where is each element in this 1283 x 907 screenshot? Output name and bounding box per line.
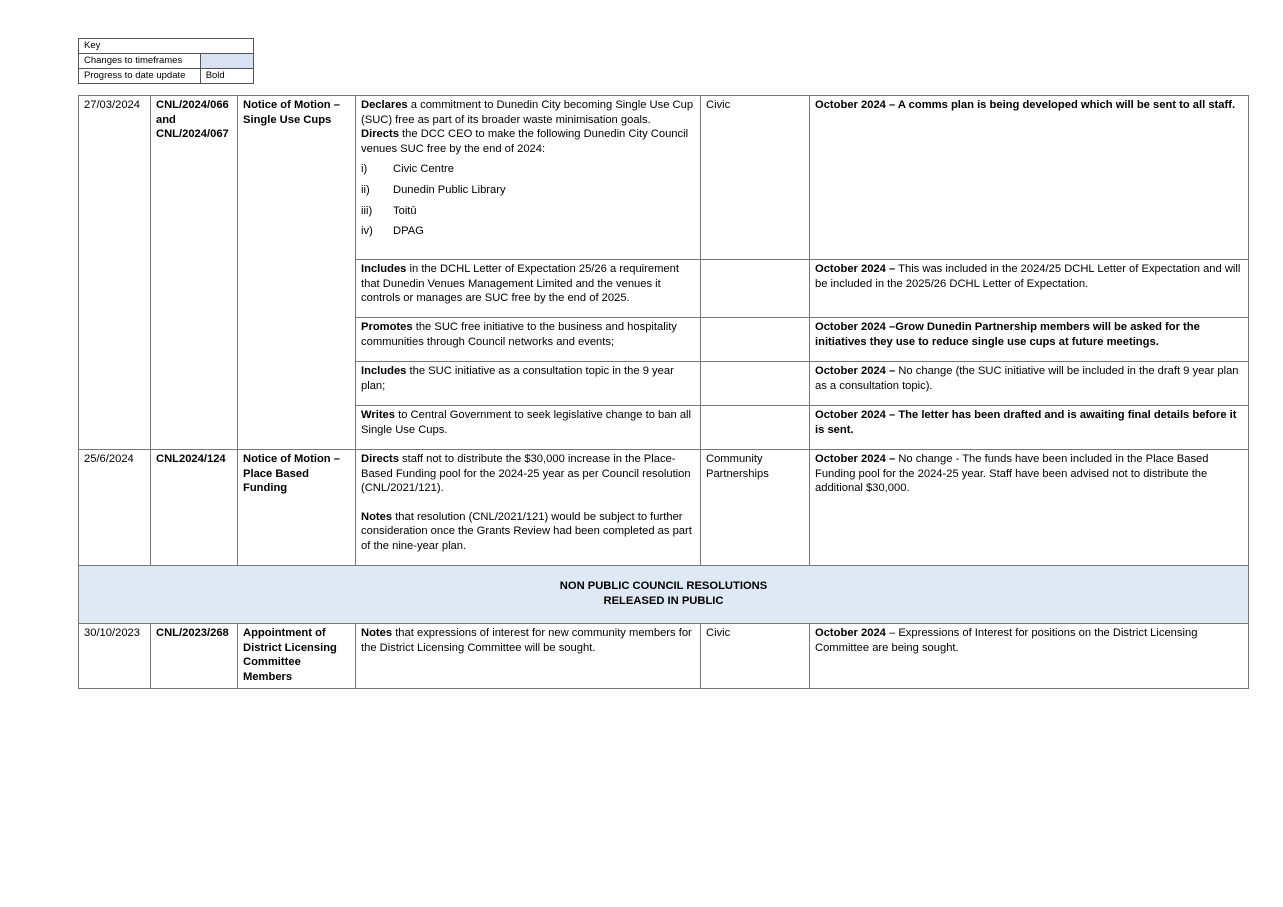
reference-line: CNL/2024/067: [156, 128, 229, 141]
venue-list: [361, 162, 695, 238]
list-item: [361, 162, 695, 177]
item-title-cell: Appointment of District Licensing Committee Members: [238, 624, 356, 689]
list-text: Toitū: [393, 204, 417, 217]
resolution-cell: [356, 450, 701, 566]
resolution-lead: Promotes: [361, 321, 413, 333]
list-text: Dunedin Public Library: [393, 183, 506, 196]
resolution-lead: Writes: [361, 409, 395, 421]
resolution-lead: Includes: [361, 365, 407, 377]
update-lead: October 2024 –: [815, 365, 896, 377]
section-banner: [79, 566, 1249, 624]
key-row-timeframes: [79, 54, 254, 69]
key-label-timeframes: Changes to timeframes: [79, 54, 201, 69]
key-title: Key: [79, 39, 254, 54]
resolution-cell: [356, 624, 701, 689]
date-cell: 25/6/2024: [79, 450, 151, 566]
resolution-text: the SUC initiative as a consultation topic in the 9 year plan;: [361, 365, 674, 392]
progress-update-cell: [810, 260, 1249, 318]
list-item: [361, 204, 695, 219]
resolution-text: that expressions of interest for new community members for the District Licensing Committee will be sought.: [361, 627, 692, 654]
key-swatch-timeframes: [200, 54, 253, 69]
department-cell: [701, 362, 810, 406]
resolution-text: the SUC free initiative to the business and hospitality communities through Council networks and events;: [361, 321, 677, 348]
resolution-lead: Notes: [361, 510, 393, 523]
key-table: [78, 38, 254, 84]
resolution-cell: [356, 406, 701, 450]
list-number: ii): [361, 183, 370, 196]
key-row-progress: [79, 69, 254, 84]
list-number: iii): [361, 204, 373, 217]
key-value-progress: Bold: [200, 69, 253, 84]
section-banner-row: [79, 566, 1249, 624]
update-lead: October 2024: [815, 627, 886, 639]
list-number: i): [361, 163, 368, 176]
resolution-text: to Central Government to seek legislative change to ban all Single Use Cups.: [361, 409, 692, 436]
table-row: [79, 624, 1249, 689]
update-text: – Expressions of Interest for positions on the District Licensing Committee are being sought.: [815, 627, 1198, 654]
key-label-progress: Progress to date update: [79, 69, 201, 84]
progress-update-cell: October 2024 – The letter has been drafted and is awaiting final details before it is sent.: [810, 406, 1249, 450]
resolution-text: in the DCHL Letter of Expectation 25/26 a requirement that Dunedin Venues Management Limited and the venues it controls or manages are SUC free by the end of 2025.: [361, 263, 679, 305]
table-row: [79, 450, 1249, 566]
paragraph-gap: [361, 496, 695, 510]
resolution-lead: Includes: [361, 263, 407, 275]
resolutions-table: [78, 95, 1249, 689]
progress-update-cell: October 2024 –Grow Dunedin Partnership members will be asked for the initiatives they use to reduce single use cups at future meetings.: [810, 318, 1249, 362]
reference-line: CNL/2024/066: [156, 99, 229, 111]
key-header-row: [79, 39, 254, 54]
department-cell: Community Partnerships: [701, 450, 810, 566]
progress-update-cell: [810, 624, 1249, 689]
banner-line: RELEASED IN PUBLIC: [603, 594, 724, 607]
list-text: DPAG: [393, 225, 424, 238]
banner-line: NON PUBLIC COUNCIL RESOLUTIONS: [559, 579, 768, 592]
department-cell: [701, 260, 810, 318]
progress-update-cell: [810, 362, 1249, 406]
reference-cell: CNL2024/124: [151, 450, 238, 566]
resolution-cell: [356, 96, 701, 260]
item-title-cell: Notice of Motion – Place Based Funding: [238, 450, 356, 566]
department-cell: [701, 318, 810, 362]
department-cell: [701, 406, 810, 450]
progress-update-cell: [810, 450, 1249, 566]
date-cell: 27/03/2024: [79, 96, 151, 450]
table-row: [79, 96, 1249, 260]
resolution-cell: [356, 362, 701, 406]
item-title-cell: Notice of Motion – Single Use Cups: [238, 96, 356, 450]
update-text: This was included in the 2024/25 DCHL Letter of Expectation and will be included in the 2025/26 DCHL Letter of Expectation.: [815, 263, 1241, 290]
resolution-cell: [356, 318, 701, 362]
resolution-text: that resolution (CNL/2021/121) would be subject to further consideration once the Grants Review had been completed as part of the nine-year plan.: [361, 510, 692, 552]
resolution-lead: Declares: [361, 99, 408, 111]
resolution-lead: Notes: [361, 627, 393, 639]
update-lead: October 2024 –: [815, 263, 896, 275]
update-text: No change - The funds have been included in the Place Based Funding pool for the 2024-25 year. Staff have been advised not to distribute the additional $30,000.: [815, 453, 1209, 495]
progress-update-cell: October 2024 – A comms plan is being developed which will be sent to all staff.: [810, 96, 1249, 260]
update-text: No change (the SUC initiative will be included in the draft 9 year plan as a consultation topic).: [815, 365, 1239, 392]
list-item: [361, 183, 695, 198]
resolution-lead: Directs: [361, 453, 399, 465]
reference-cell: [151, 96, 238, 450]
resolution-text: a commitment to Dunedin City becoming Single Use Cup (SUC) free as part of its broader waste minimisation goals.: [361, 99, 694, 126]
list-item: [361, 224, 695, 239]
resolution-text: the DCC CEO to make the following Dunedin City Council venues SUC free by the end of 2024:: [361, 128, 689, 155]
reference-cell: CNL/2023/268: [151, 624, 238, 689]
resolution-lead: Directs: [361, 128, 399, 141]
date-cell: 30/10/2023: [79, 624, 151, 689]
reference-line: and: [156, 113, 176, 126]
resolution-cell: [356, 260, 701, 318]
list-text: Civic Centre: [393, 163, 454, 176]
update-lead: October 2024 –: [815, 453, 896, 465]
department-cell: Civic: [701, 624, 810, 689]
list-number: iv): [361, 225, 373, 238]
department-cell: Civic: [701, 96, 810, 260]
resolution-text: staff not to distribute the $30,000 increase in the Place-Based Funding pool for the 2024-25 year as per Council resolution (CNL/2021/121).: [361, 453, 691, 495]
